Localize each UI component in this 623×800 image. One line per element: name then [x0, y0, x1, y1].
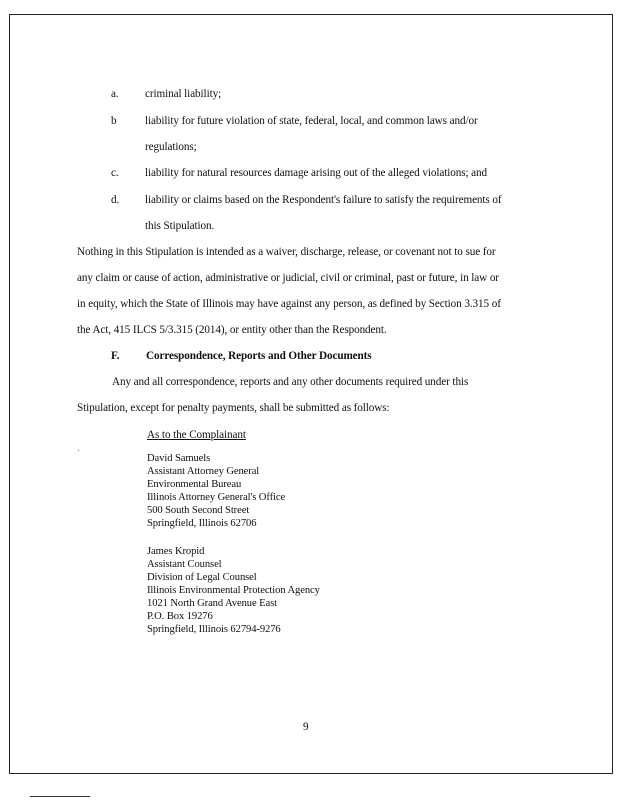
address-line: James Kropid	[147, 546, 205, 557]
list-item-a-line: criminal liability;	[145, 88, 222, 100]
scan-artifact-line	[30, 796, 90, 797]
paragraph-line: any claim or cause of action, administrative or judicial, civil or criminal, past or future, in law or	[77, 272, 499, 284]
section-letter: F.	[111, 350, 120, 362]
list-item-c-line: liability for natural resources damage arising out of the alleged violations; and	[145, 167, 488, 179]
page-border-right	[612, 14, 613, 774]
address-line: David Samuels	[147, 453, 211, 464]
address-line: Environmental Bureau	[147, 479, 242, 490]
address-line: 1021 North Grand Avenue East	[147, 598, 277, 609]
address-line: Illinois Attorney General's Office	[147, 492, 286, 503]
page-border-left	[9, 14, 10, 774]
list-item-d-line: this Stipulation.	[145, 220, 215, 232]
page-border-bottom	[9, 773, 613, 774]
list-marker-a: a.	[111, 88, 119, 100]
address-line: Illinois Environmental Protection Agency	[147, 585, 320, 596]
scan-artifact-dot	[78, 450, 79, 451]
section-heading: Correspondence, Reports and Other Documents	[146, 350, 372, 362]
address-line: Division of Legal Counsel	[147, 572, 257, 583]
list-marker-c: c.	[111, 167, 119, 179]
paragraph-line: Stipulation, except for penalty payments, shall be submitted as follows:	[77, 402, 390, 414]
page-border-top	[9, 14, 613, 15]
list-marker-b: b	[111, 115, 117, 127]
paragraph-line: Any and all correspondence, reports and any other documents required under this	[112, 376, 469, 388]
list-item-b-line: liability for future violation of state, federal, local, and common laws and/or	[145, 115, 478, 127]
page-number: 9	[303, 721, 309, 733]
paragraph-line: Nothing in this Stipulation is intended as a waiver, discharge, release, or covenant not to sue for	[77, 246, 496, 258]
address-line: 500 South Second Street	[147, 505, 250, 516]
paragraph-line: in equity, which the State of Illinois may have against any person, as defined by Section 3.315 of	[77, 298, 501, 310]
paragraph-line: the Act, 415 ILCS 5/3.315 (2014), or entity other than the Respondent.	[77, 324, 387, 336]
address-line: Assistant Counsel	[147, 559, 222, 570]
list-marker-d: d.	[111, 194, 120, 206]
address-line: P.O. Box 19276	[147, 611, 213, 622]
list-item-d-line: liability or claims based on the Respondent's failure to satisfy the requirements of	[145, 194, 502, 206]
address-line: Assistant Attorney General	[147, 466, 260, 477]
addressee-heading: As to the Complainant	[147, 429, 246, 441]
list-item-b-line: regulations;	[145, 141, 197, 153]
address-line: Springfield, Illinois 62794-9276	[147, 624, 281, 635]
address-line: Springfield, Illinois 62706	[147, 518, 257, 529]
